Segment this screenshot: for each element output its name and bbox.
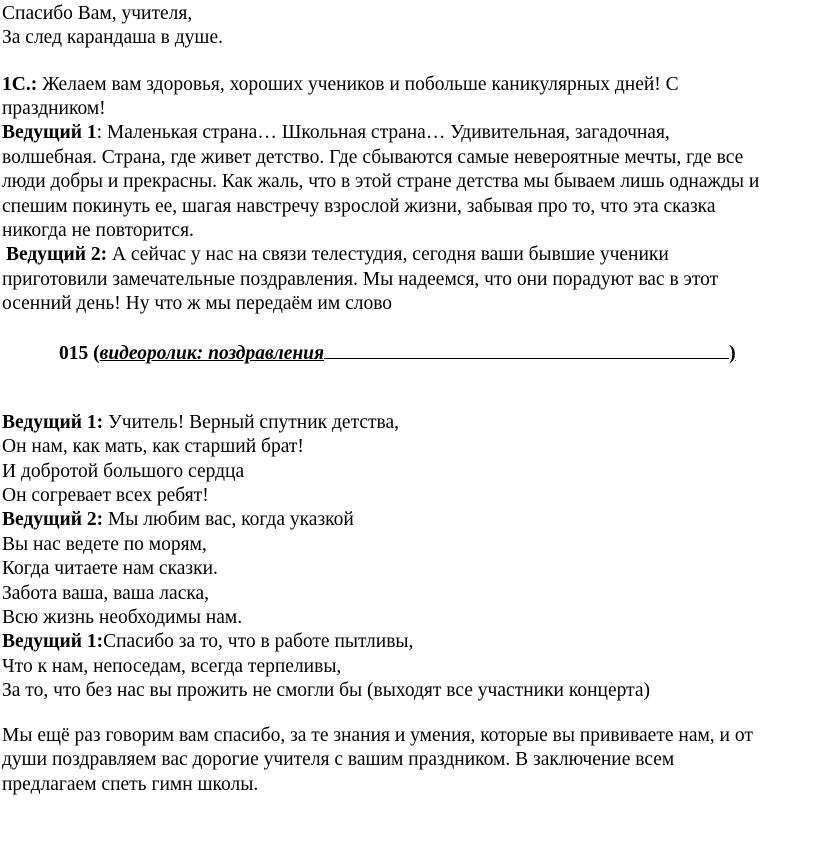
host2-a-line-2: приготовили замечательные поздравления. Мы надеемся, что они порадуют вас в этот <box>2 269 719 290</box>
host2-b-line-4: Забота ваша, ваша ласка, <box>2 583 210 604</box>
speaker-host2: Ведущий 2: <box>6 244 108 265</box>
speaker-1c: 1С.: <box>2 74 38 95</box>
paragraph-1c-line-2: праздником! <box>2 98 106 119</box>
host1-a-line-2: волшебная. Страна, где живет детство. Где сбываются самые невероятные мечты, где все <box>2 147 744 168</box>
host2-b-line-5: Всю жизнь необходимы нам. <box>2 607 243 628</box>
video-label: видеоролик: поздравления <box>99 343 325 364</box>
host2-b-line-3: Когда читаете нам сказки. <box>2 558 218 579</box>
host1-a-line-4: спешим покинуть ее, шагая навстречу взрослой жизни, забывая про то, что эта сказка <box>2 196 716 217</box>
video-heading: 015 (видеоролик: поздравления ) <box>59 343 736 364</box>
speaker-host1-c: Ведущий 1: <box>2 631 104 652</box>
host1-b-line-1: Ведущий 1: Учитель! Верный спутник детства, <box>2 412 400 433</box>
host1-b-line-4: Он согревает всех ребят! <box>2 485 209 506</box>
closing-line-3: предлагаем спеть гимн школы. <box>2 774 259 795</box>
host1-c-line-1: Ведущий 1:Спасибо за то, что в работе пытливы, <box>2 631 414 652</box>
intro-line-2: За след карандаша в душе. <box>2 27 223 48</box>
speaker-host1: Ведущий 1 <box>2 122 97 143</box>
host2-a-line-3: осенний день! Ну что ж мы передаём им слово <box>2 293 393 314</box>
host1-b-line-2: Он нам, как мать, как старший брат! <box>2 436 304 457</box>
closing-line-2: души поздравляем вас дорогие учителя с вашим праздником. В заключение всем <box>2 749 675 770</box>
host1-c-line-2: Что к нам, непоседам, всегда терпеливы, <box>2 656 342 677</box>
host1-a-line-1: Ведущий 1: Маленькая страна… Школьная страна… Удивительная, загадочная, <box>2 122 670 143</box>
host1-a-line-3: люди добры и прекрасны. Как жаль, что в этой стране детства мы бываем лишь однажды и <box>2 171 760 192</box>
host1-b-line-3: И добротой большого сердца <box>2 461 245 482</box>
host1-c-line-3: За то, что без нас вы прожить не смогли бы (выходят все участники концерта) <box>2 680 651 701</box>
underline-blank <box>324 341 729 359</box>
host2-a-line-1: Ведущий 2: А сейчас у нас на связи телестудия, сегодня ваши бывшие ученики <box>6 244 669 265</box>
host1-a-line-5: никогда не повторится. <box>2 220 194 241</box>
host2-b-line-2: Вы нас ведете по морям, <box>2 534 207 555</box>
speaker-host1-b: Ведущий 1: <box>2 412 104 433</box>
paragraph-1c-line-1: 1С.: Желаем вам здоровья, хороших учеников и побольше каникулярных дней! С <box>2 74 679 95</box>
intro-line-1: Спасибо Вам, учителя, <box>2 3 193 24</box>
host2-b-line-1: Ведущий 2: Мы любим вас, когда указкой <box>2 509 354 530</box>
speaker-host2-b: Ведущий 2: <box>2 509 104 530</box>
closing-line-1: Мы ещё раз говорим вам спасибо, за те знания и умения, которые вы прививаете нам, и от <box>2 725 753 746</box>
